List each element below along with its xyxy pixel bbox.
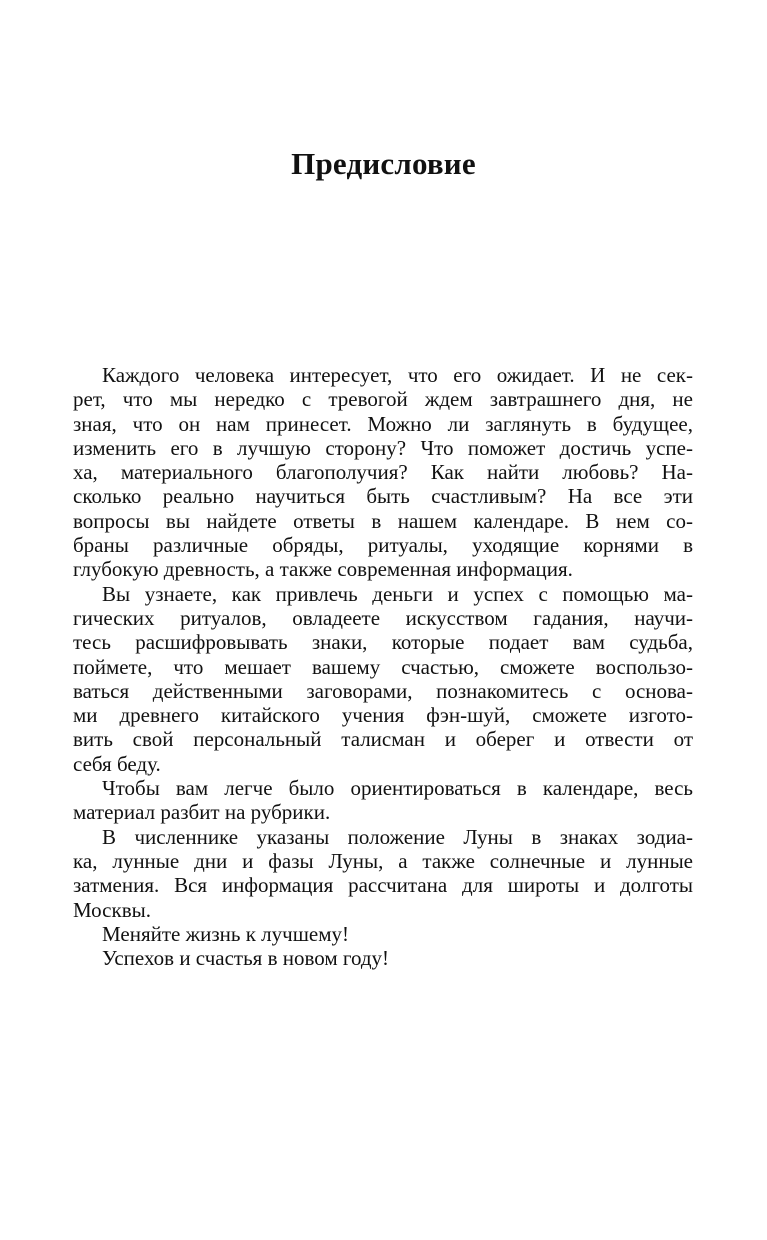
text-line: изменить его в лучшую сторону? Что поможет достичь успе- — [73, 435, 693, 460]
text-line: сколько реально научиться быть счастливым? На все эти — [73, 484, 693, 509]
text-line: ми древнего китайского учения фэн-шуй, сможете изгото- — [73, 703, 693, 728]
text-line: тесь расшифровывать знаки, которые подает вам судьба, — [73, 630, 693, 655]
text-line: материал разбит на рубрики. — [73, 800, 331, 825]
text-line: себя беду. — [73, 751, 161, 776]
text-line: Чтобы вам легче было ориентироваться в календаре, весь — [102, 776, 693, 801]
text-line: В численнике указаны положение Луны в знаках зодиа- — [102, 824, 693, 849]
text-line: рет, что мы нередко с тревогой ждем завтрашнего дня, не — [73, 387, 693, 412]
text-line: ка, лунные дни и фазы Луны, а также солнечные и лунные — [73, 848, 693, 873]
text-line: ха, материального благополучия? Как найти любовь? На- — [73, 460, 693, 485]
text-line: браны различные обряды, ритуалы, уходящие корнями в — [73, 533, 693, 558]
text-line: Москвы. — [73, 897, 151, 922]
text-line: гических ритуалов, овладеете искусством гадания, научи- — [73, 605, 693, 630]
text-line: Успехов и счастья в новом году! — [102, 946, 390, 971]
text-line: Каждого человека интересует, что его ожидает. И не сек- — [102, 363, 693, 387]
text-line: глубокую древность, а также современная информация. — [73, 557, 573, 582]
text-line: затмения. Вся информация рассчитана для широты и долготы — [73, 873, 693, 898]
text-line: Вы узнаете, как привлечь деньги и успех с помощью ма- — [102, 581, 693, 606]
text-line: зная, что он нам принесет. Можно ли заглянуть в будущее, — [73, 411, 693, 436]
text-line: вить свой персональный талисман и оберег и отвести от — [73, 727, 693, 752]
text-line: поймете, что мешает вашему счастью, сможете воспользо- — [73, 654, 693, 679]
preface-body — [73, 363, 693, 970]
text-line: вопросы вы найдете ответы в нашем календаре. В нем со- — [73, 508, 693, 533]
text-line: Меняйте жизнь к лучшему! — [102, 921, 349, 946]
page-title: Предисловие — [291, 146, 476, 181]
text-line: ваться действенными заговорами, познакомитесь с основа- — [73, 678, 693, 703]
